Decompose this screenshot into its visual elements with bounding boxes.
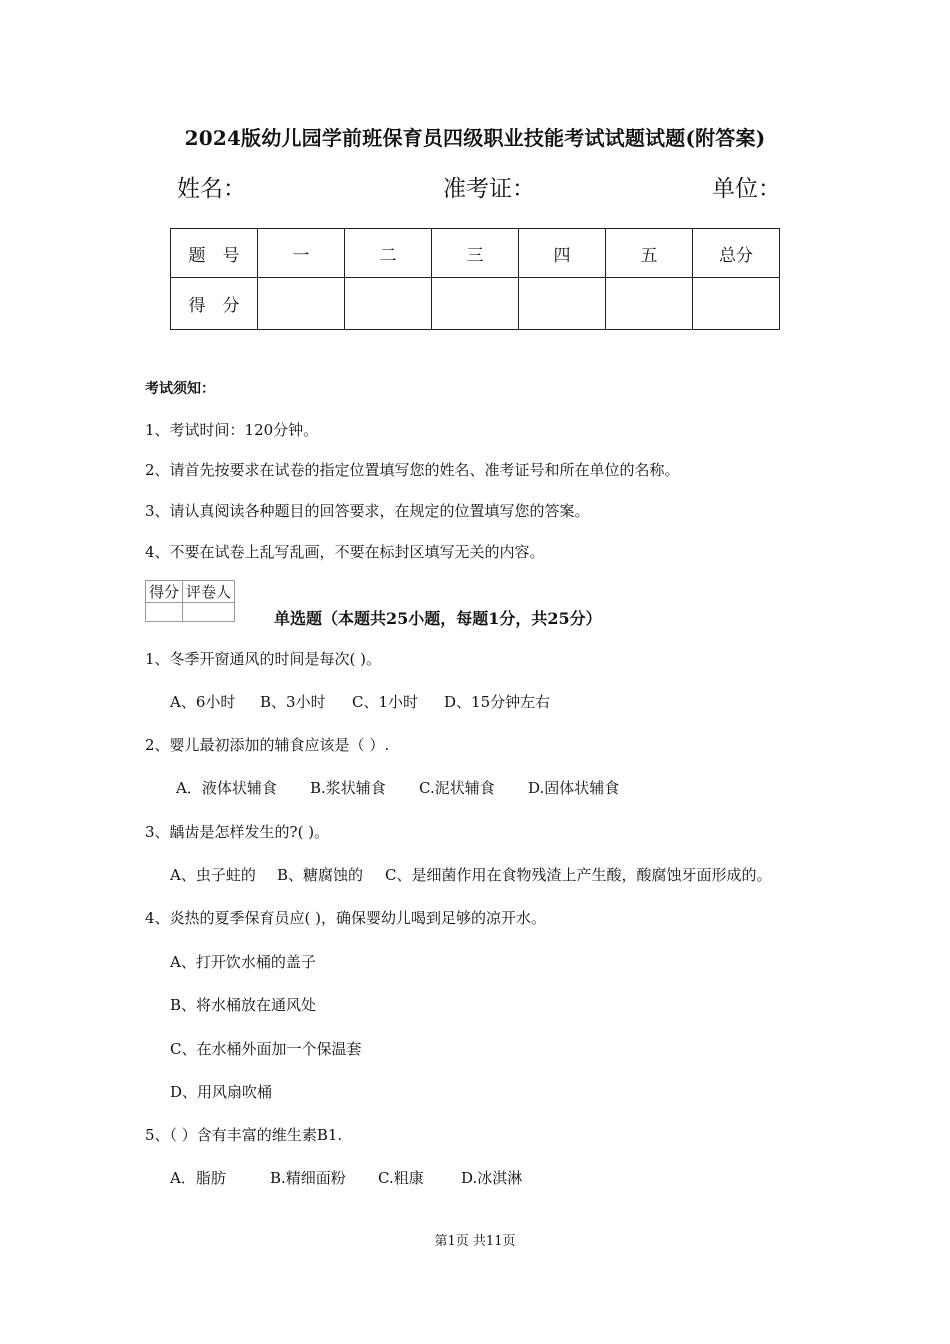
option[interactable]: C.粗康 — [378, 1169, 424, 1187]
name-label: 姓名： — [177, 176, 246, 202]
score-cell[interactable] — [519, 278, 606, 330]
option[interactable]: C、在水桶外面加一个保温套 — [170, 1040, 362, 1058]
option[interactable]: A．液体状辅食 — [176, 779, 277, 797]
exam-id-label: 准考证： — [443, 176, 535, 202]
grader-score-label: 得分 — [146, 581, 183, 603]
score-table-header-cell: 五 — [606, 229, 693, 278]
score-table-header-cell: 四 — [519, 229, 606, 278]
option[interactable]: A、6小时 — [170, 693, 236, 711]
option[interactable]: B.浆状辅食 — [310, 779, 386, 797]
score-cell[interactable] — [432, 278, 519, 330]
notice-item: 1、考试时间：120分钟。 — [145, 421, 319, 439]
notice-heading: 考试须知： — [145, 381, 215, 397]
score-table-header-cell: 三 — [432, 229, 519, 278]
section-title: 单选题（本题共25小题，每题1分，共25分） — [274, 609, 602, 628]
option[interactable]: D、用风扇吹桶 — [170, 1083, 273, 1101]
score-table-header-cell: 总分 — [693, 229, 780, 278]
option[interactable]: B.精细面粉 — [270, 1169, 346, 1187]
option[interactable]: D、15分钟左右 — [444, 693, 551, 711]
document-title: 2024版幼儿园学前班保育员四级职业技能考试试题试题(附答案) — [184, 126, 766, 150]
option[interactable]: C.泥状辅食 — [419, 779, 495, 797]
question-stem: 3、龋齿是怎样发生的?( )。 — [145, 823, 330, 841]
question-stem: 5、（ ）含有丰富的维生素B1. — [145, 1126, 343, 1144]
score-cell[interactable] — [606, 278, 693, 330]
score-table-header-row — [171, 229, 780, 278]
option[interactable]: A、打开饮水桶的盖子 — [170, 953, 316, 971]
option[interactable]: D.冰淇淋 — [461, 1169, 523, 1187]
score-table-header-cell: 题 号 — [171, 229, 258, 278]
unit-label: 单位： — [712, 176, 781, 202]
notice-item: 3、请认真阅读各种题目的回答要求，在规定的位置填写您的答案。 — [145, 502, 590, 520]
option[interactable]: A．脂肪 — [170, 1169, 226, 1187]
score-cell[interactable] — [693, 278, 780, 330]
score-table — [170, 228, 780, 330]
score-cell[interactable] — [345, 278, 432, 330]
page-footer: 第1页 共11页 — [434, 1234, 516, 1249]
option[interactable]: C、1小时 — [352, 693, 419, 711]
grader-name-label: 评卷人 — [183, 581, 235, 603]
score-cell[interactable] — [258, 278, 345, 330]
question-stem: 4、炎热的夏季保育员应( )，确保婴幼儿喝到足够的凉开水。 — [145, 909, 547, 927]
score-table-header-cell: 一 — [258, 229, 345, 278]
option[interactable]: B、3小时 — [260, 693, 326, 711]
option[interactable]: C、是细菌作用在食物残渣上产生酸，酸腐蚀牙面形成的。 — [385, 866, 772, 884]
question-stem: 1、冬季开窗通风的时间是每次( )。 — [145, 650, 382, 668]
notice-item: 2、请首先按要求在试卷的指定位置填写您的姓名、准考证号和所在单位的名称。 — [145, 461, 680, 479]
option[interactable]: B、将水桶放在通风处 — [170, 996, 317, 1014]
grader-box — [145, 580, 235, 622]
score-table-score-row — [171, 278, 780, 330]
notice-item: 4、不要在试卷上乱写乱画，不要在标封区填写无关的内容。 — [145, 543, 545, 561]
option[interactable]: D.固体状辅食 — [528, 779, 620, 797]
grader-score-cell[interactable] — [146, 603, 183, 622]
score-row-label: 得 分 — [171, 278, 258, 330]
option[interactable]: B、糖腐蚀的 — [277, 866, 364, 884]
option[interactable]: A、虫子蛀的 — [170, 866, 256, 884]
question-stem: 2、婴儿最初添加的辅食应该是（ ）. — [145, 736, 390, 754]
score-table-header-cell: 二 — [345, 229, 432, 278]
grader-name-cell[interactable] — [183, 603, 235, 622]
